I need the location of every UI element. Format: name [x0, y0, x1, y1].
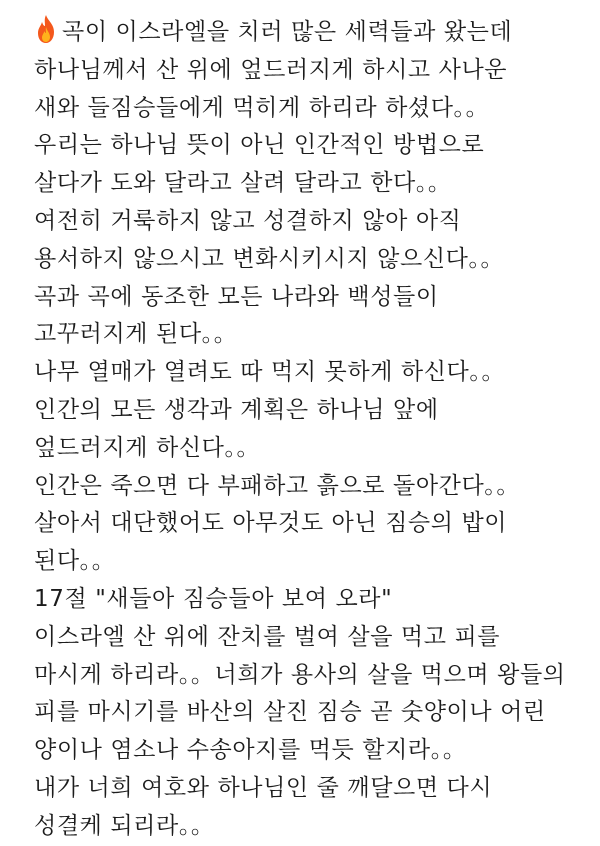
text-line: 나무 열매가 열려도 따 먹지 못하게 하신다。。: [34, 359, 506, 386]
fire-icon: [34, 14, 58, 44]
handwritten-text-block: [34, 14, 590, 846]
text-line: 마시게 하리라。。너희가 용사의 살을 먹으며 왕들의: [34, 661, 566, 688]
text-line: 살다가 도와 달라고 살려 달라고 한다。。: [34, 170, 452, 197]
text-line: 엎드러지게 하신다。。: [34, 434, 261, 461]
text-line: 여전히 거룩하지 않고 성결하지 않아 아직: [34, 207, 462, 234]
text-line: [34, 14, 590, 52]
text-line: 곡과 곡에 동조한 모든 나라와 백성들이: [34, 283, 439, 310]
text-line-content: 곡이 이스라엘을 치러 많은 세력들과 왔는데: [62, 19, 513, 45]
text-line: 인간은 죽으면 다 부패하고 흙으로 돌아간다。。: [34, 472, 520, 499]
text-line: 인간의 모든 생각과 계획은 하나님 앞에: [34, 396, 439, 423]
text-line: 이스라엘 산 위에 잔치를 벌여 살을 먹고 피를: [34, 623, 501, 650]
text-line: 용서하지 않으시고 변화시키시지 않으신다。。: [34, 245, 505, 272]
text-line: 양이나 염소나 수송아지를 먹듯 할지라。。: [34, 737, 467, 764]
text-line: 피를 마시기를 바산의 살진 짐승 곧 숫양이나 어린: [34, 699, 546, 726]
text-line: 된다。。: [34, 548, 116, 575]
text-line: 하나님께서 산 위에 엎드러지게 하시고 사나운: [34, 56, 508, 83]
text-line: 17절 "새들아 짐승들아 보여 오라": [34, 585, 393, 612]
text-line: 우리는 하나님 뜻이 아닌 인간적인 방법으로: [34, 132, 485, 159]
text-line: 성결케 되리라。。: [34, 812, 215, 839]
text-line: 내가 너희 여호와 하나님인 줄 깨달으면 다시: [34, 774, 493, 801]
text-line: 새와 들짐승들에게 먹히게 하리라 하셨다。。: [34, 94, 490, 121]
text-line: 고꾸러지게 된다。。: [34, 321, 238, 348]
text-line: 살아서 대단했어도 아무것도 아닌 짐승의 밥이: [34, 510, 508, 537]
